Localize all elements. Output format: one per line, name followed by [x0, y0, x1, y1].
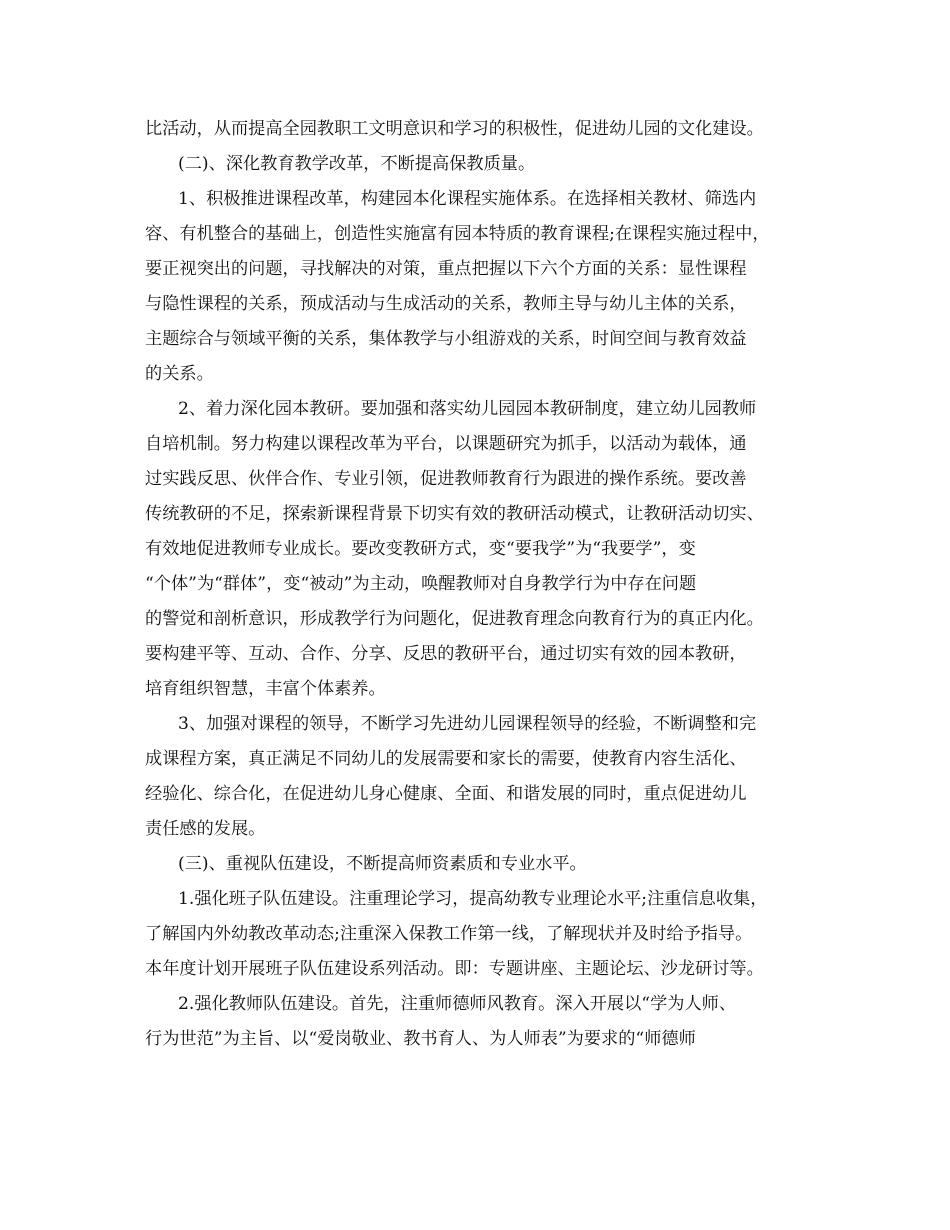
text-line: 的警觉和剖析意识，形成教学行为问题化，促进教育理念向教育行为的真正内化。: [145, 609, 764, 629]
text-line: (三)、重视队伍建设，不断提高师资素质和专业水平。: [178, 854, 587, 874]
text-line: 比活动，从而提高全园教职工文明意识和学习的积极性，促进幼儿园的文化建设。: [145, 119, 764, 139]
text-line: 过实践反思、伙伴合作、专业引领，促进教师教育行为跟进的操作系统。要改善: [145, 469, 747, 489]
text-line: 培育组织智慧，丰富个体素养。: [145, 679, 386, 699]
text-line: 自培机制。努力构建以课程改革为平台，以课题研究为抓手，以活动为载体，通: [145, 434, 747, 454]
text-line: 2.强化教师队伍建设。首先，注重师德师风教育。深入开展以“学为人师、: [178, 994, 737, 1014]
text-line: “个体”为“群体”，变“被动”为主动，唤醒教师对自身教学行为中存在问题: [145, 574, 697, 594]
text-line: 有效地促进教师专业成长。要改变教研方式，变“要我学”为“我要学”，变: [145, 539, 696, 559]
text-line: 主题综合与领域平衡的关系，集体教学与小组游戏的关系，时间空间与教育效益: [145, 329, 747, 349]
text-line: 本年度计划开展班子队伍建设系列活动。即：专题讲座、主题论坛、沙龙研讨等。: [145, 959, 764, 979]
text-line: 责任感的发展。: [145, 819, 266, 839]
text-line: 行为世范”为主旨、以“爱岗敬业、教书育人、为人师表”为要求的“师德师: [145, 1029, 696, 1049]
text-line: 要构建平等、互动、合作、分享、反思的教研平台，通过切实有效的园本教研，: [145, 644, 747, 664]
text-line: 1、积极推进课程改革，构建园本化课程实施体系。在选择相关教材、筛选内: [178, 189, 757, 209]
text-line: 容、有机整合的基础上，创造性实施富有园本特质的教育课程;在课程实施过程中，: [145, 224, 770, 244]
text-line: 经验化、综合化，在促进幼儿身心健康、全面、和谐发展的同时，重点促进幼儿: [145, 784, 747, 804]
text-line: 1.强化班子队伍建设。注重理论学习，提高幼教专业理论水平;注重信息收集，: [178, 889, 768, 909]
text-line: 的关系。: [145, 364, 214, 384]
text-line: 成课程方案，真正满足不同幼儿的发展需要和家长的需要，使教育内容生活化、: [145, 749, 747, 769]
text-line: 2、着力深化园本教研。要加强和落实幼儿园园本教研制度，建立幼儿园教师: [178, 399, 757, 419]
text-line: 传统教研的不足，探索新课程背景下切实有效的教研活动模式，让教研活动切实、: [145, 504, 764, 524]
text-line: 了解国内外幼教改革动态;注重深入保教工作第一线，了解现状并及时给予指导。: [145, 924, 753, 944]
text-line: 要正视突出的问题，寻找解决的对策，重点把握以下六个方面的关系：显性课程: [145, 259, 747, 279]
text-line: 3、加强对课程的领导，不断学习先进幼儿园课程领导的经验，不断调整和完: [178, 714, 757, 734]
text-line: 与隐性课程的关系，预成活动与生成活动的关系，教师主导与幼儿主体的关系，: [145, 294, 747, 314]
text-line: (二)、深化教育教学改革，不断提高保教质量。: [178, 154, 536, 174]
